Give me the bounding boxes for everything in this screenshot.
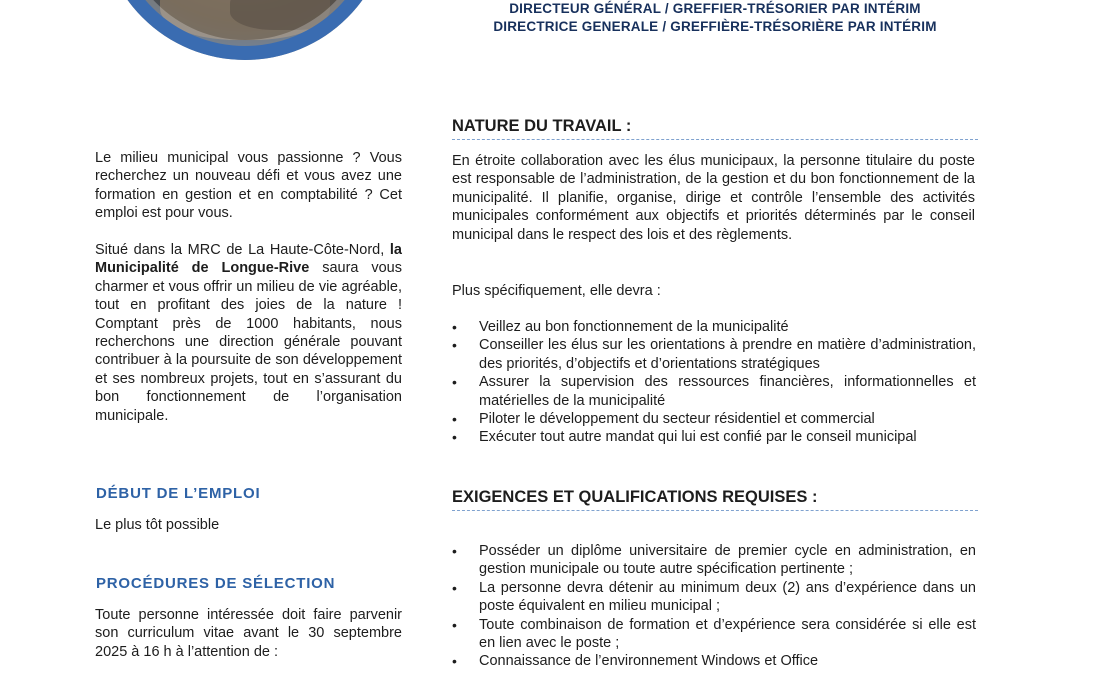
duties-list (452, 318, 976, 447)
list-item: • Exécuter tout autre mandat qui lui est confié par le conseil municipal (452, 428, 976, 446)
nature-paragraph: En étroite collaboration avec les élus municipaux, la personne titulaire du poste est responsable de l’administration, de la gestion et du bon fonctionnement de la municipalité. Il planifie, organise, dirige et contrôle l’ensemble des activités municipales conformément aux objectifs et priorités déterminés par le conseil municipal dans le respect des lois et des règlements. (452, 153, 975, 243)
list-item: • Piloter le développement du secteur résidentiel et commercial (452, 410, 976, 428)
list-item: • Posséder un diplôme universitaire de premier cycle en administration, en gestion municipale ou toute autre spécification pertinente ; (452, 542, 976, 579)
about-paragraph (95, 241, 402, 425)
municipality-name: la Municipalité de Longue-Rive (95, 242, 402, 277)
list-item: • Veillez au bon fonctionnement de la municipalité (452, 318, 976, 336)
municipality-logo (100, 0, 390, 60)
requirements-list (452, 542, 976, 671)
selection-heading: PROCÉDURES DE SÉLECTION (96, 575, 336, 592)
requirements-heading: EXIGENCES ET QUALIFICATIONS REQUISES : (452, 488, 978, 511)
list-item: • Conseiller les élus sur les orientations à prendre en matière d’administration, des priorités, d’objectifs et d’orientations stratégiques (452, 336, 976, 373)
job-title-feminine: DIRECTRICE GENERALE / GREFFIÈRE-TRÉSORIÈRE PAR INTÉRIM (493, 19, 937, 34)
list-item: • Toute combinaison de formation et d’expérience sera considérée si elle est en lien avec le poste ; (452, 616, 976, 653)
list-item: • Assurer la supervision des ressources financières, informationnelles et matérielles de la municipalité (452, 373, 976, 410)
job-title-masculine: DIRECTEUR GÉNÉRAL / GREFFIER-TRÉSORIER PAR INTÉRIM (509, 1, 921, 16)
start-date-text: Le plus tôt possible (95, 517, 220, 533)
list-item: • La personne devra détenir au minimum deux (2) ans d’expérience dans un poste équivalent en milieu municipal ; (452, 579, 976, 616)
selection-text: Toute personne intéressée doit faire parvenir son curriculum vitae avant le 30 septembre 2025 à 16 h à l’attention de : (95, 607, 402, 660)
logo-ring (100, 0, 390, 60)
nature-heading: NATURE DU TRAVAIL : (452, 117, 978, 140)
start-date-heading: DÉBUT DE L’EMPLOI (96, 485, 261, 502)
intro-paragraph: Le milieu municipal vous passionne ? Vous recherchez un nouveau défi et vous avez une formation en gestion et en comptabilité ? Cet emploi est pour vous. (95, 150, 402, 222)
about-text-end: saura vous charmer et vous offrir un milieu de vie agréable, tout en profitant des joies de la nature ! Comptant près de 1000 habitants, nous recherchons une direction générale pouvant contribuer à la poursuite de son développement et ses nombreux projets, tout en s’assurant du bon fonctionnement de l’organisation municipale. (95, 260, 402, 424)
job-title-block (455, 0, 975, 36)
about-text-start: Situé dans la MRC de La Haute-Côte-Nord, (95, 242, 390, 258)
specifically-text: Plus spécifiquement, elle devra : (452, 283, 661, 299)
list-item: • Connaissance de l’environnement Windows et Office (452, 652, 976, 670)
